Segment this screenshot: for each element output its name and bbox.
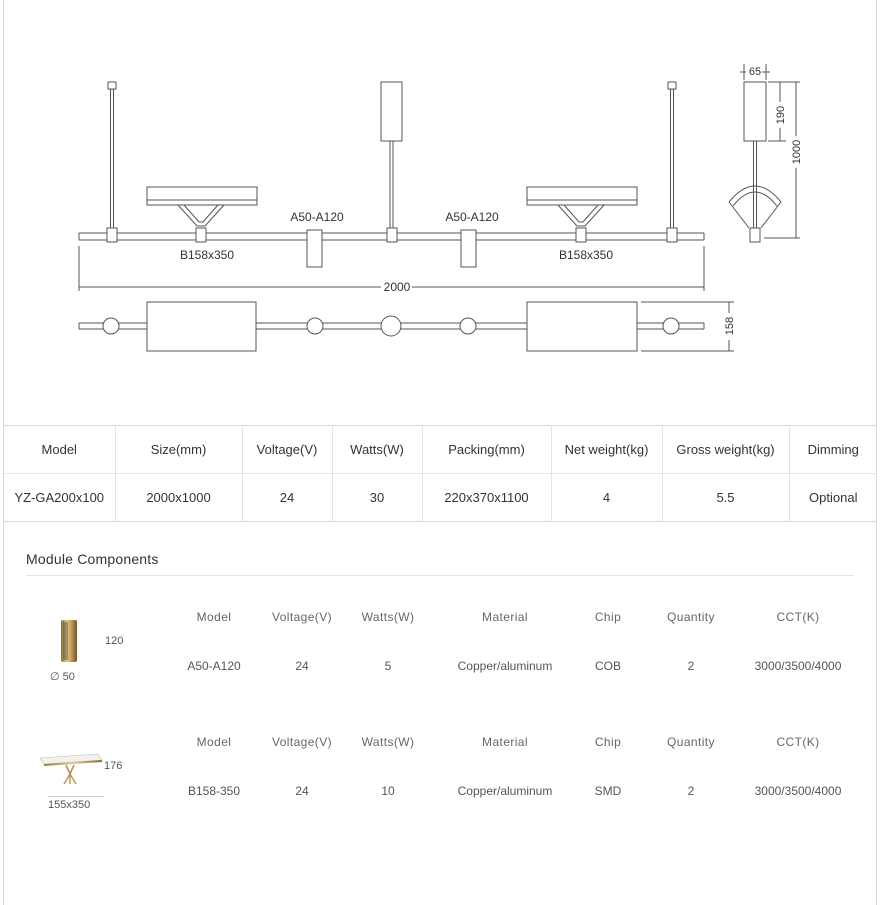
- label-spotlight-right: A50-A120: [445, 210, 499, 224]
- module-cell: COB: [594, 658, 621, 673]
- side-arc: [729, 186, 781, 202]
- module-header-cell: Voltage(V): [271, 609, 333, 624]
- plan-panel-left: [147, 302, 256, 351]
- module-cell: B158-350: [187, 783, 241, 798]
- module-cell: 24: [295, 658, 309, 673]
- spec-header-cell: Dimming: [789, 426, 877, 474]
- plan-spot-left: [307, 318, 323, 334]
- module-header-cell: Quantity: [667, 734, 715, 749]
- spotlight-left: [307, 230, 322, 267]
- module-cell: 3000/3500/4000: [754, 783, 842, 798]
- module-2-height-dim: 176: [104, 760, 123, 772]
- panel-light-right: [527, 187, 637, 205]
- module-cell: Copper/aluminum: [457, 783, 553, 798]
- spec-table-header: [4, 426, 877, 474]
- dim-side-canopy: 190: [775, 105, 787, 125]
- spec-header-cell: Size(mm): [115, 426, 242, 474]
- plan-canopy-center: [381, 316, 401, 336]
- dim-plan-depth: 158: [724, 316, 736, 336]
- module-cell: 5: [384, 658, 392, 673]
- dim-side-width: 65: [748, 66, 762, 78]
- plan-panel-right: [527, 302, 637, 351]
- module-cell: Copper/aluminum: [457, 658, 553, 673]
- module-header-cell: CCT(K): [776, 609, 820, 624]
- spotlight-right: [461, 230, 476, 267]
- plan-view: [79, 302, 734, 351]
- module-cell: 2: [687, 658, 695, 673]
- side-elevation: [729, 64, 800, 242]
- plan-canopy-left: [103, 318, 119, 334]
- module-header-cell: Watts(W): [361, 609, 415, 624]
- module-cell: 2: [687, 783, 695, 798]
- spec-table-row: [4, 474, 877, 522]
- module-header-cell: Voltage(V): [271, 734, 333, 749]
- module-header-cell: Material: [482, 609, 528, 624]
- dim-total-length: 2000: [383, 280, 411, 294]
- connector-right: [667, 228, 677, 242]
- spec-header-cell: Voltage(V): [242, 426, 332, 474]
- spec-cell: 220x370x1100: [422, 474, 551, 522]
- module-header-cell: CCT(K): [776, 734, 820, 749]
- divider: [26, 575, 854, 576]
- panel-light-left: [147, 187, 257, 205]
- connector-center: [387, 228, 397, 242]
- module-cell: 10: [381, 783, 395, 798]
- module-cell: 24: [295, 783, 309, 798]
- module-components-title: Module Components: [26, 551, 159, 567]
- canopy-center: [381, 82, 402, 141]
- spec-header-cell: Model: [4, 426, 115, 474]
- module-header-cell: Chip: [594, 734, 622, 749]
- module-header-cell: Quantity: [667, 609, 715, 624]
- technical-drawing: [0, 0, 881, 425]
- module-cell: SMD: [594, 783, 622, 798]
- module-table-header: [170, 717, 850, 766]
- spec-header-cell: Gross weight(kg): [662, 426, 789, 474]
- side-canopy: [744, 82, 766, 141]
- dim-side-height: 1000: [791, 139, 803, 165]
- panel-bracket-left: [178, 205, 224, 226]
- spec-header-cell: Packing(mm): [422, 426, 551, 474]
- module-cell: 3000/3500/4000: [754, 658, 842, 673]
- connector-left: [107, 228, 117, 242]
- label-panel-right: B158x350: [558, 248, 614, 262]
- module-header-cell: Chip: [594, 609, 622, 624]
- module-1-height-dim: 120: [105, 635, 124, 647]
- module-header-cell: Watts(W): [361, 734, 415, 749]
- spec-cell: 24: [242, 474, 332, 522]
- spec-cell: 4: [551, 474, 662, 522]
- module-table-row: [170, 641, 850, 690]
- panel-light-icon: [38, 750, 104, 786]
- canopy-left: [108, 82, 116, 89]
- module-2-table: [170, 717, 850, 815]
- panel-bracket-right: [558, 205, 604, 226]
- plan-canopy-right: [663, 318, 679, 334]
- plan-spot-right: [460, 318, 476, 334]
- module-table-header: [170, 592, 850, 641]
- module-1-table: [170, 592, 850, 690]
- spec-header-cell: Net weight(kg): [551, 426, 662, 474]
- module-header-cell: Material: [482, 734, 528, 749]
- module-1-diameter-dim: ∅ 50: [50, 671, 75, 683]
- label-panel-left: B158x350: [179, 248, 235, 262]
- spec-cell: 30: [332, 474, 422, 522]
- module-header-cell: Model: [196, 734, 232, 749]
- spec-cell: 5.5: [662, 474, 789, 522]
- spec-header-cell: Watts(W): [332, 426, 422, 474]
- spec-cell: Optional: [809, 490, 858, 505]
- module-header-cell: Model: [196, 609, 232, 624]
- cylinder-spotlight-icon: [55, 618, 83, 664]
- canopy-right: [668, 82, 676, 89]
- spec-cell: 2000x1000: [115, 474, 242, 522]
- module-cell: A50-A120: [187, 658, 241, 673]
- module-table-row: [170, 766, 850, 815]
- spec-table: [4, 425, 877, 522]
- label-spotlight-left: A50-A120: [290, 210, 344, 224]
- module-2-size-dim: 155x350: [48, 796, 104, 811]
- spec-cell: YZ-GA200x100: [4, 474, 115, 522]
